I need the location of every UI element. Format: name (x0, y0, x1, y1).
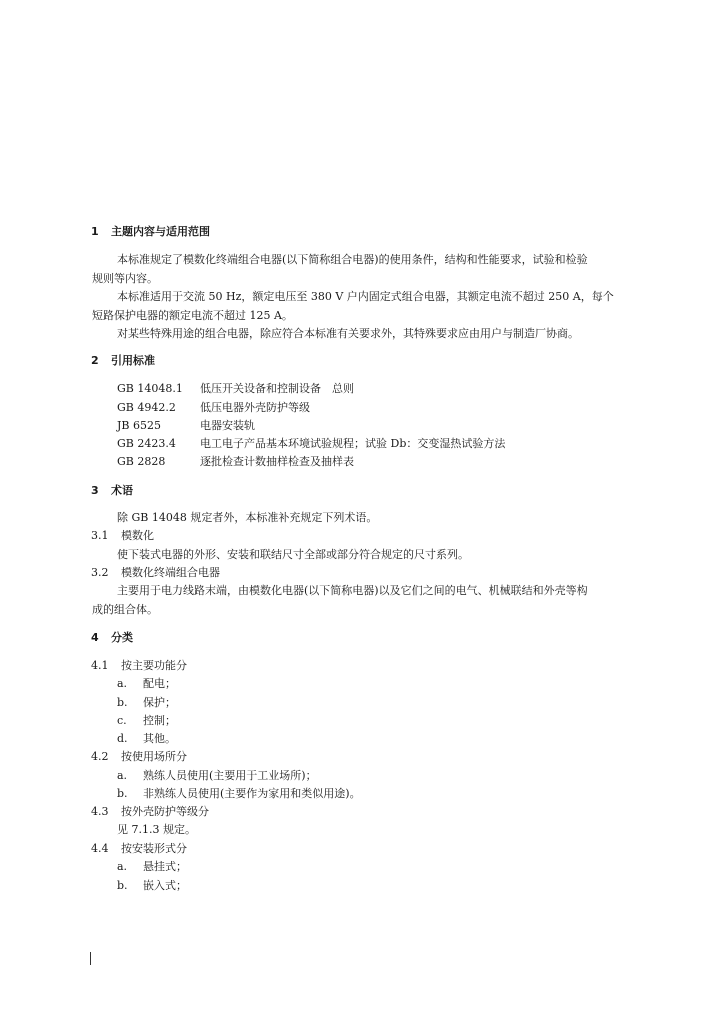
reference-code: GB 2423.4 (117, 437, 176, 450)
section-1-paragraph-1-line-2: 规则等内容。 (92, 272, 158, 285)
clause-4-3-number: 4.3 (91, 805, 109, 818)
list-marker: a. (117, 677, 128, 690)
section-4-number: 4 (91, 631, 99, 644)
section-1-number: 1 (91, 225, 99, 238)
clause-4-1-title: 按主要功能分 (121, 659, 187, 672)
list-marker: c. (117, 714, 127, 727)
reference-name: 电器安装轨 (200, 419, 255, 432)
section-1-paragraph-2-line-1: 本标准适用于交流 50 Hz，额定电压至 380 V 户内固定式组合电器，其额定电流不超过 250 A，每个 (117, 290, 614, 303)
term-3-1-number: 3.1 (91, 529, 109, 542)
list-item: 悬挂式； (143, 860, 187, 873)
clause-4-3-text: 见 7.1.3 规定。 (117, 823, 196, 836)
section-3-intro: 除 GB 14048 规定者外，本标准补充规定下列术语。 (117, 511, 378, 524)
section-1-paragraph-3: 对某些特殊用途的组合电器，除应符合本标准有关要求外，其特殊要求应由用户与制造厂协商。 (117, 327, 579, 340)
section-3-number: 3 (91, 484, 99, 497)
reference-code: GB 2828 (117, 455, 166, 468)
list-marker: b. (117, 696, 128, 709)
section-3-title: 术语 (111, 484, 133, 497)
clause-4-3-title: 按外壳防护等级分 (121, 805, 209, 818)
list-item: 其他。 (143, 732, 176, 745)
term-3-1-definition: 使下装式电器的外形、安装和联结尺寸全部或部分符合规定的尺寸系列。 (117, 548, 469, 561)
clause-4-4-title: 按安装形式分 (121, 842, 187, 855)
reference-code: GB 4942.2 (117, 401, 176, 414)
term-3-1-title: 模数化 (121, 529, 154, 542)
list-marker: a. (117, 860, 128, 873)
term-3-2-title: 模数化终端组合电器 (121, 566, 220, 579)
clause-4-2-title: 按使用场所分 (121, 750, 187, 763)
section-2-number: 2 (91, 354, 99, 367)
section-4-title: 分类 (111, 631, 133, 644)
clause-4-4-number: 4.4 (91, 842, 109, 855)
list-item: 控制； (143, 714, 176, 727)
term-3-2-number: 3.2 (91, 566, 109, 579)
term-3-2-definition-line-1: 主要用于电力线路末端，由模数化电器(以下简称电器)以及它们之间的电气、机械联结和外壳等构 (117, 584, 588, 597)
clause-4-2-number: 4.2 (91, 750, 109, 763)
list-marker: a. (117, 769, 128, 782)
clause-4-1-number: 4.1 (91, 659, 109, 672)
section-1-paragraph-2-line-2: 短路保护电器的额定电流不超过 125 A。 (92, 309, 293, 322)
list-item: 配电； (143, 677, 176, 690)
reference-code: JB 6525 (117, 419, 161, 432)
reference-name: 逐批检查计数抽样检查及抽样表 (200, 455, 354, 468)
term-3-2-definition-line-2: 成的组合体。 (92, 603, 158, 616)
reference-name: 低压开关设备和控制设备 总则 (200, 382, 354, 395)
section-1-title: 主题内容与适用范围 (111, 225, 210, 238)
list-item: 保护； (143, 696, 176, 709)
list-item: 嵌入式； (143, 879, 187, 892)
list-marker: b. (117, 787, 128, 800)
reference-code: GB 14048.1 (117, 382, 183, 395)
page-edge-mark (90, 952, 91, 965)
section-2-title: 引用标准 (111, 354, 155, 367)
list-marker: b. (117, 879, 128, 892)
list-marker: d. (117, 732, 128, 745)
reference-name: 电工电子产品基本环境试验规程；试验 Db：交变湿热试验方法 (200, 437, 506, 450)
list-item: 非熟练人员使用(主要作为家用和类似用途)。 (143, 787, 361, 800)
reference-name: 低压电器外壳防护等级 (200, 401, 310, 414)
section-1-paragraph-1-line-1: 本标准规定了模数化终端组合电器(以下简称组合电器)的使用条件，结构和性能要求，试验和检验 (117, 253, 588, 266)
list-item: 熟练人员使用(主要用于工业场所)； (143, 769, 317, 782)
